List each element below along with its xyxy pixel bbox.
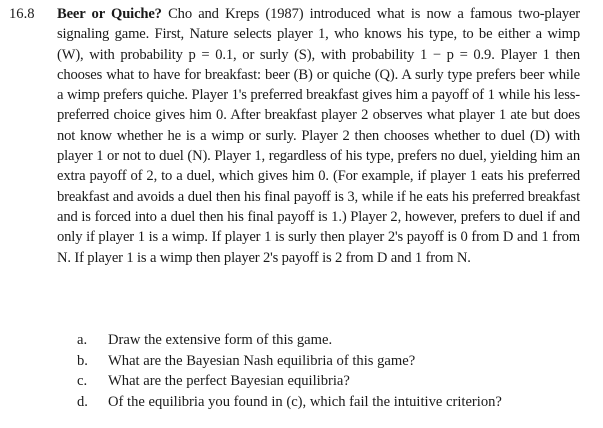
exercise-paragraph (57, 4, 580, 268)
exercise-body (57, 4, 580, 268)
part-label: d. (77, 393, 88, 410)
part-label: b. (77, 352, 88, 369)
part-a (77, 330, 597, 351)
part-text: What are the perfect Bayesian equilibria? (108, 373, 350, 389)
exercise-number: 16.8 (9, 6, 35, 22)
part-text: What are the Bayesian Nash equilibria of this game? (108, 352, 416, 369)
exercise-text: Cho and Kreps (1987) introduced what is now a famous two-player signaling game. First, Nature selects player 1, who knows his type, to be either a wimp (W), with probability p = 0.1, or surly (S), with probability 1 − p = 0.9. Player 1 then chooses what to have for breakfast: beer (B) or quiche (Q). A surly type prefers beer while a wimp prefers quiche. Player 1's preferred breakfast gives him a payoff of 1 while his less-preferred choice gives him 0. After breakfast player 2 observes what player 1 ate but does not know whether he is a wimp or surly. Player 2 then chooses whether to duel (D) with player 1 or not to duel (N). Player 1, regardless of his type, prefers no duel, yielding him an extra payoff of 2, to a duel, which gives him 0. (For example, if player 1 eats his preferred breakfast and avoids a duel then his final payoff is 3, while if he eats his preferred breakfast and is forced into a duel then his final payoff is 1.) Player 2, however, prefers to duel if and only if player 1 is a wimp. If player 1 is surly then player 2's payoff is 0 from D and 1 from N. If player 1 is a wimp then player 2's payoff is 2 from D and 1 from N. (57, 6, 580, 266)
part-b (77, 351, 597, 372)
part-c (77, 371, 597, 392)
exercise-parts (77, 330, 597, 412)
part-d (77, 392, 597, 413)
exercise-title: Beer or Quiche? (57, 6, 162, 22)
part-label: a. (77, 332, 88, 348)
part-label: c. (77, 373, 88, 389)
part-text: Of the equilibria you found in (c), which fail the intuitive criterion? (108, 393, 502, 410)
part-text: Draw the extensive form of this game. (108, 332, 333, 348)
